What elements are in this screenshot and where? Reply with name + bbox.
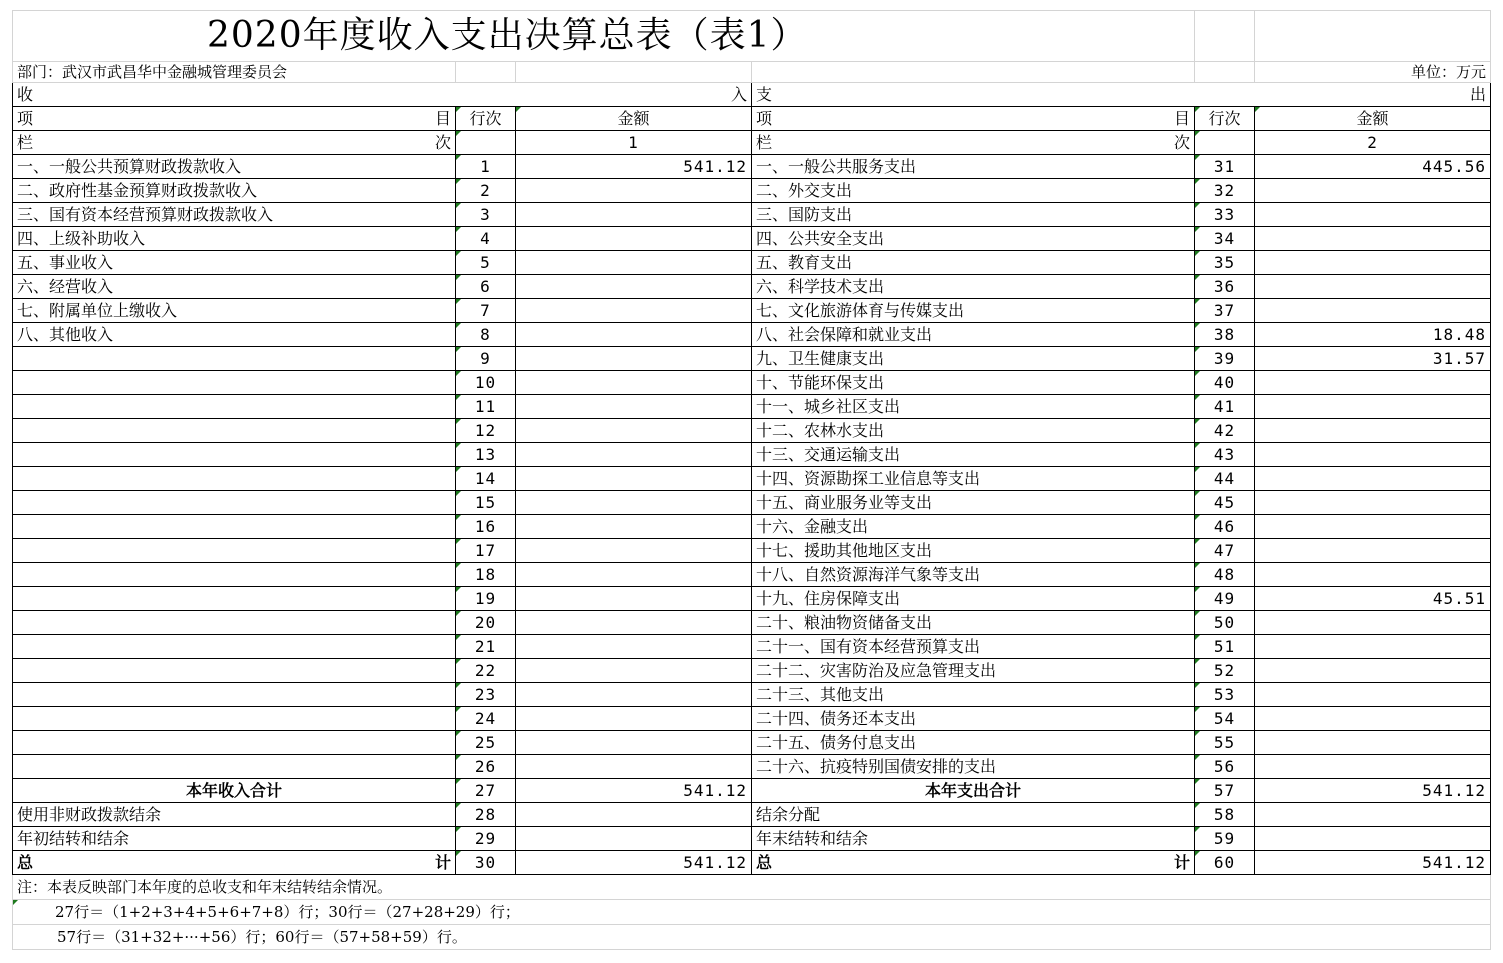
income-amount bbox=[516, 683, 752, 707]
grand-total-income-label: 总 计 bbox=[13, 851, 456, 875]
income-row-no: 8 bbox=[456, 323, 516, 347]
income-item-name: 四、上级补助收入 bbox=[13, 227, 456, 251]
income-item-name bbox=[13, 491, 456, 515]
income-row-no: 2 bbox=[456, 179, 516, 203]
income-item-name bbox=[13, 635, 456, 659]
expense-item-name: 十九、住房保障支出 bbox=[752, 587, 1195, 611]
income-amount bbox=[516, 299, 752, 323]
table-row bbox=[13, 755, 1491, 779]
income-row-no: 14 bbox=[456, 467, 516, 491]
income-amount: 541.12 bbox=[516, 155, 752, 179]
formula-note: 57行＝（31+32+···+56）行；60行＝（57+58+59）行。 bbox=[13, 925, 1491, 950]
expense-amount bbox=[1255, 611, 1491, 635]
income-amount bbox=[516, 203, 752, 227]
income-row-no: 6 bbox=[456, 275, 516, 299]
expense-extra-row-label: 年末结转和结余 bbox=[752, 827, 1195, 851]
income-item-name bbox=[13, 515, 456, 539]
table-row bbox=[13, 371, 1491, 395]
expense-item-name: 八、社会保障和就业支出 bbox=[752, 323, 1195, 347]
expense-row-no: 48 bbox=[1195, 563, 1255, 587]
income-amount bbox=[516, 419, 752, 443]
page-title: 2020年度收入支出决算总表（表1） bbox=[13, 11, 1195, 62]
expense-row-no: 39 bbox=[1195, 347, 1255, 371]
grand-total-expense-no: 60 bbox=[1195, 851, 1255, 875]
expense-item-name: 六、科学技术支出 bbox=[752, 275, 1195, 299]
expense-item-name: 二十二、灾害防治及应急管理支出 bbox=[752, 659, 1195, 683]
income-amount bbox=[516, 179, 752, 203]
expense-item-name: 十七、援助其他地区支出 bbox=[752, 539, 1195, 563]
income-row-no: 26 bbox=[456, 755, 516, 779]
income-row-no: 3 bbox=[456, 203, 516, 227]
department-label: 部门：武汉市武昌华中金融城管理委员会 bbox=[13, 62, 456, 83]
income-row-no: 10 bbox=[456, 371, 516, 395]
expense-item-name: 十六、金融支出 bbox=[752, 515, 1195, 539]
grand-total-income-amount: 541.12 bbox=[516, 851, 752, 875]
income-item-name bbox=[13, 611, 456, 635]
expense-amount bbox=[1255, 179, 1491, 203]
table-row bbox=[13, 731, 1491, 755]
income-item-name bbox=[13, 755, 456, 779]
expense-row-no: 43 bbox=[1195, 443, 1255, 467]
expense-amount bbox=[1255, 467, 1491, 491]
income-row-no: 22 bbox=[456, 659, 516, 683]
income-amount bbox=[516, 323, 752, 347]
expense-item-name: 九、卫生健康支出 bbox=[752, 347, 1195, 371]
income-amount bbox=[516, 563, 752, 587]
expense-amount bbox=[1255, 683, 1491, 707]
income-amount bbox=[516, 251, 752, 275]
income-row-no: 16 bbox=[456, 515, 516, 539]
table-row bbox=[13, 611, 1491, 635]
income-amount bbox=[516, 707, 752, 731]
expense-amount bbox=[1255, 755, 1491, 779]
expense-year-total-label: 本年支出合计 bbox=[752, 779, 1195, 803]
unit-label: 单位：万元 bbox=[1255, 62, 1491, 83]
expense-row-no: 35 bbox=[1195, 251, 1255, 275]
income-row-no: 19 bbox=[456, 587, 516, 611]
expense-item-name: 四、公共安全支出 bbox=[752, 227, 1195, 251]
income-row-no: 13 bbox=[456, 443, 516, 467]
expense-column-index: 栏 次 bbox=[752, 131, 1195, 155]
table-row bbox=[13, 443, 1491, 467]
grand-total-expense-label: 总 计 bbox=[752, 851, 1195, 875]
expense-item-name: 五、教育支出 bbox=[752, 251, 1195, 275]
expense-row-no: 45 bbox=[1195, 491, 1255, 515]
expense-item-header: 项 目 bbox=[752, 107, 1195, 131]
table-row bbox=[13, 515, 1491, 539]
expense-item-name: 二十四、债务还本支出 bbox=[752, 707, 1195, 731]
formula-note: 27行＝（1+2+3+4+5+6+7+8）行；30行＝（27+28+29）行； bbox=[13, 900, 1491, 925]
grand-total-expense-amount: 541.12 bbox=[1255, 851, 1491, 875]
statement-table: 2020年度收入支出决算总表（表1） 部门：武汉市武昌华中金融城管理委员会 单位：万元 收 入 支 出 项 目 行次 金额 项 目 行次 金额 栏 次 1 栏 次 2 一、一般公共预算财政拨款收入 1 541.12 一、一般公共服务支出 31 445.56 二、政府性基金预算财政拨款收入 2 二、外交支出 32 三、国有资本经营预算财政拨款收入 3 三、国防支出 33 四、上级补助收入 4 四、公共安全支出 34 五、事业收入 5 五、教育支出 35 六、经营收入 6 六、科学技术支出 36 七、附属单位上缴收入 7 七、文化旅游体育与传媒支出 37 八、其他收入 8 八、社会保障和就业支出 38 18.48 9 九、卫生健康支出 39 31.57 10 十、节能环保支出 40 11 十一、城乡社区支出 41 12 十二、农林水支出 42 13 十三、交通运输支出 43 14 十四、资源勘探工业信息等支出 44 15 十五、商业服务业等支出 45 16 十六、金融支出 46 17 十七、援助其他地区支出 47 18 十八、自然资源海洋气象等支出 48 19 十九、住房保障支出 49 45.51 20 二十、粮油物资储备支出 50 21 二十一、国有资本经营预算支出 51 22 二十二、灾害防治及应急管理支出 52 23 二十三、其他支出 53 24 二十四、债务还本支出 54 25 二十五、债务付息支出 55 26 二十六、抗疫特别国债安排的支出 56 本年收入合计 27 541.12 本年支出合计 57 541.12 使用非财政拨款结余 28 结余分配 58 年初结转和结余 29 年末结转和结余 59 总 计 30 541.12 总 计 60 541.12 注：本表反映部门本年度的总收支和年末结转结余情况。 27行＝（1+2+3+4+5+6+7+8）行；30行＝（27+28+29）行； 57行＝（31+32+···+56）行；60行＝（57+58+59）行。 bbox=[12, 10, 1491, 950]
expense-amount bbox=[1255, 251, 1491, 275]
expense-amount bbox=[1255, 443, 1491, 467]
income-amount bbox=[516, 539, 752, 563]
income-item-name bbox=[13, 731, 456, 755]
income-extra-row-label: 年初结转和结余 bbox=[13, 827, 456, 851]
footnote: 注：本表反映部门本年度的总收支和年末结转结余情况。 bbox=[13, 875, 1491, 900]
expense-item-name: 二十六、抗疫特别国债安排的支出 bbox=[752, 755, 1195, 779]
income-year-total-label: 本年收入合计 bbox=[13, 779, 456, 803]
expense-extra-row-label: 结余分配 bbox=[752, 803, 1195, 827]
income-item-name bbox=[13, 467, 456, 491]
income-item-name bbox=[13, 563, 456, 587]
income-amount bbox=[516, 515, 752, 539]
income-year-total-amount: 541.12 bbox=[516, 779, 752, 803]
expense-amount bbox=[1255, 395, 1491, 419]
income-item-name bbox=[13, 683, 456, 707]
table-row bbox=[13, 683, 1491, 707]
expense-amount bbox=[1255, 203, 1491, 227]
income-amount bbox=[516, 371, 752, 395]
grand-total-income-no: 30 bbox=[456, 851, 516, 875]
income-row-no: 9 bbox=[456, 347, 516, 371]
income-row-no: 18 bbox=[456, 563, 516, 587]
expense-amount-header: 金额 bbox=[1255, 107, 1491, 131]
table-row bbox=[13, 491, 1491, 515]
income-row-no: 23 bbox=[456, 683, 516, 707]
expense-row-no: 41 bbox=[1195, 395, 1255, 419]
expense-item-name: 二十、粮油物资储备支出 bbox=[752, 611, 1195, 635]
income-col-number: 1 bbox=[516, 131, 752, 155]
income-item-name: 一、一般公共预算财政拨款收入 bbox=[13, 155, 456, 179]
expense-row-no: 33 bbox=[1195, 203, 1255, 227]
income-amount bbox=[516, 755, 752, 779]
expense-row-no: 42 bbox=[1195, 419, 1255, 443]
table-row bbox=[13, 587, 1491, 611]
expense-item-name: 十四、资源勘探工业信息等支出 bbox=[752, 467, 1195, 491]
expense-amount: 45.51 bbox=[1255, 587, 1491, 611]
expense-amount bbox=[1255, 635, 1491, 659]
expense-row-no: 51 bbox=[1195, 635, 1255, 659]
income-amount bbox=[516, 467, 752, 491]
income-row-no: 20 bbox=[456, 611, 516, 635]
expense-row-no: 50 bbox=[1195, 611, 1255, 635]
expense-row-no: 34 bbox=[1195, 227, 1255, 251]
table-row bbox=[13, 227, 1491, 251]
income-amount bbox=[516, 731, 752, 755]
expense-row-no: 36 bbox=[1195, 275, 1255, 299]
expense-item-name: 十、节能环保支出 bbox=[752, 371, 1195, 395]
expense-amount bbox=[1255, 227, 1491, 251]
expense-item-name: 十三、交通运输支出 bbox=[752, 443, 1195, 467]
income-item-name: 五、事业收入 bbox=[13, 251, 456, 275]
income-amount-header: 金额 bbox=[516, 107, 752, 131]
income-amount bbox=[516, 587, 752, 611]
expense-row-no: 54 bbox=[1195, 707, 1255, 731]
expense-row-no: 40 bbox=[1195, 371, 1255, 395]
expense-year-total-no: 57 bbox=[1195, 779, 1255, 803]
income-amount bbox=[516, 659, 752, 683]
expense-col-number: 2 bbox=[1255, 131, 1491, 155]
income-item-name: 二、政府性基金预算财政拨款收入 bbox=[13, 179, 456, 203]
table-row bbox=[13, 275, 1491, 299]
expense-row-no: 31 bbox=[1195, 155, 1255, 179]
expense-amount bbox=[1255, 371, 1491, 395]
income-year-total-no: 27 bbox=[456, 779, 516, 803]
expense-row-no: 56 bbox=[1195, 755, 1255, 779]
expense-row-no: 52 bbox=[1195, 659, 1255, 683]
income-item-name: 三、国有资本经营预算财政拨款收入 bbox=[13, 203, 456, 227]
expense-item-name: 二十一、国有资本经营预算支出 bbox=[752, 635, 1195, 659]
expense-row-no: 38 bbox=[1195, 323, 1255, 347]
expense-year-total-amount: 541.12 bbox=[1255, 779, 1491, 803]
expense-amount bbox=[1255, 419, 1491, 443]
table-row bbox=[13, 323, 1491, 347]
expense-row-no: 53 bbox=[1195, 683, 1255, 707]
income-item-name bbox=[13, 419, 456, 443]
table-row bbox=[13, 707, 1491, 731]
income-row-no: 11 bbox=[456, 395, 516, 419]
table-row bbox=[13, 419, 1491, 443]
income-item-name bbox=[13, 707, 456, 731]
income-item-name bbox=[13, 539, 456, 563]
expense-amount bbox=[1255, 299, 1491, 323]
table-row bbox=[13, 563, 1491, 587]
expense-item-name: 二十五、债务付息支出 bbox=[752, 731, 1195, 755]
income-row-no: 21 bbox=[456, 635, 516, 659]
income-item-name bbox=[13, 443, 456, 467]
income-amount bbox=[516, 227, 752, 251]
income-item-name bbox=[13, 587, 456, 611]
table-row bbox=[13, 539, 1491, 563]
expense-item-name: 十八、自然资源海洋气象等支出 bbox=[752, 563, 1195, 587]
expense-section-header: 支 出 bbox=[752, 83, 1491, 107]
table-row bbox=[13, 203, 1491, 227]
income-amount bbox=[516, 635, 752, 659]
financial-statement-sheet bbox=[12, 10, 1490, 950]
income-row-no: 12 bbox=[456, 419, 516, 443]
expense-item-name: 十二、农林水支出 bbox=[752, 419, 1195, 443]
income-row-no: 7 bbox=[456, 299, 516, 323]
income-row-no: 15 bbox=[456, 491, 516, 515]
expense-amount: 18.48 bbox=[1255, 323, 1491, 347]
expense-item-name: 一、一般公共服务支出 bbox=[752, 155, 1195, 179]
expense-amount bbox=[1255, 563, 1491, 587]
expense-row-no: 44 bbox=[1195, 467, 1255, 491]
table-row bbox=[13, 467, 1491, 491]
expense-item-name: 七、文化旅游体育与传媒支出 bbox=[752, 299, 1195, 323]
expense-row-no: 32 bbox=[1195, 179, 1255, 203]
table-row bbox=[13, 251, 1491, 275]
income-row-no: 5 bbox=[456, 251, 516, 275]
income-item-header: 项 目 bbox=[13, 107, 456, 131]
income-section-header: 收 入 bbox=[13, 83, 752, 107]
table-row bbox=[13, 659, 1491, 683]
income-amount bbox=[516, 395, 752, 419]
table-row bbox=[13, 347, 1491, 371]
income-row-no: 4 bbox=[456, 227, 516, 251]
expense-amount: 445.56 bbox=[1255, 155, 1491, 179]
expense-amount bbox=[1255, 515, 1491, 539]
expense-amount bbox=[1255, 659, 1491, 683]
expense-row-no: 47 bbox=[1195, 539, 1255, 563]
table-row bbox=[13, 155, 1491, 179]
income-item-name bbox=[13, 347, 456, 371]
income-item-name: 八、其他收入 bbox=[13, 323, 456, 347]
income-row-no: 1 bbox=[456, 155, 516, 179]
table-row bbox=[13, 179, 1491, 203]
income-amount bbox=[516, 611, 752, 635]
income-extra-row-label: 使用非财政拨款结余 bbox=[13, 803, 456, 827]
income-row-no: 25 bbox=[456, 731, 516, 755]
expense-amount bbox=[1255, 731, 1491, 755]
income-row-no: 24 bbox=[456, 707, 516, 731]
table-row bbox=[13, 299, 1491, 323]
income-item-name bbox=[13, 395, 456, 419]
expense-item-name: 十五、商业服务业等支出 bbox=[752, 491, 1195, 515]
expense-rowno-header: 行次 bbox=[1195, 107, 1255, 131]
income-amount bbox=[516, 275, 752, 299]
income-item-name: 六、经营收入 bbox=[13, 275, 456, 299]
expense-amount bbox=[1255, 275, 1491, 299]
expense-row-no: 55 bbox=[1195, 731, 1255, 755]
income-item-name: 七、附属单位上缴收入 bbox=[13, 299, 456, 323]
income-column-index: 栏 次 bbox=[13, 131, 456, 155]
expense-amount: 31.57 bbox=[1255, 347, 1491, 371]
expense-amount bbox=[1255, 491, 1491, 515]
expense-amount bbox=[1255, 707, 1491, 731]
income-rowno-header: 行次 bbox=[456, 107, 516, 131]
income-amount bbox=[516, 443, 752, 467]
expense-row-no: 46 bbox=[1195, 515, 1255, 539]
income-row-no: 17 bbox=[456, 539, 516, 563]
income-item-name bbox=[13, 371, 456, 395]
income-amount bbox=[516, 347, 752, 371]
expense-row-no: 37 bbox=[1195, 299, 1255, 323]
expense-item-name: 三、国防支出 bbox=[752, 203, 1195, 227]
expense-item-name: 二十三、其他支出 bbox=[752, 683, 1195, 707]
income-amount bbox=[516, 491, 752, 515]
expense-row-no: 49 bbox=[1195, 587, 1255, 611]
income-item-name bbox=[13, 659, 456, 683]
expense-item-name: 十一、城乡社区支出 bbox=[752, 395, 1195, 419]
expense-amount bbox=[1255, 539, 1491, 563]
table-row bbox=[13, 635, 1491, 659]
table-row bbox=[13, 395, 1491, 419]
expense-item-name: 二、外交支出 bbox=[752, 179, 1195, 203]
